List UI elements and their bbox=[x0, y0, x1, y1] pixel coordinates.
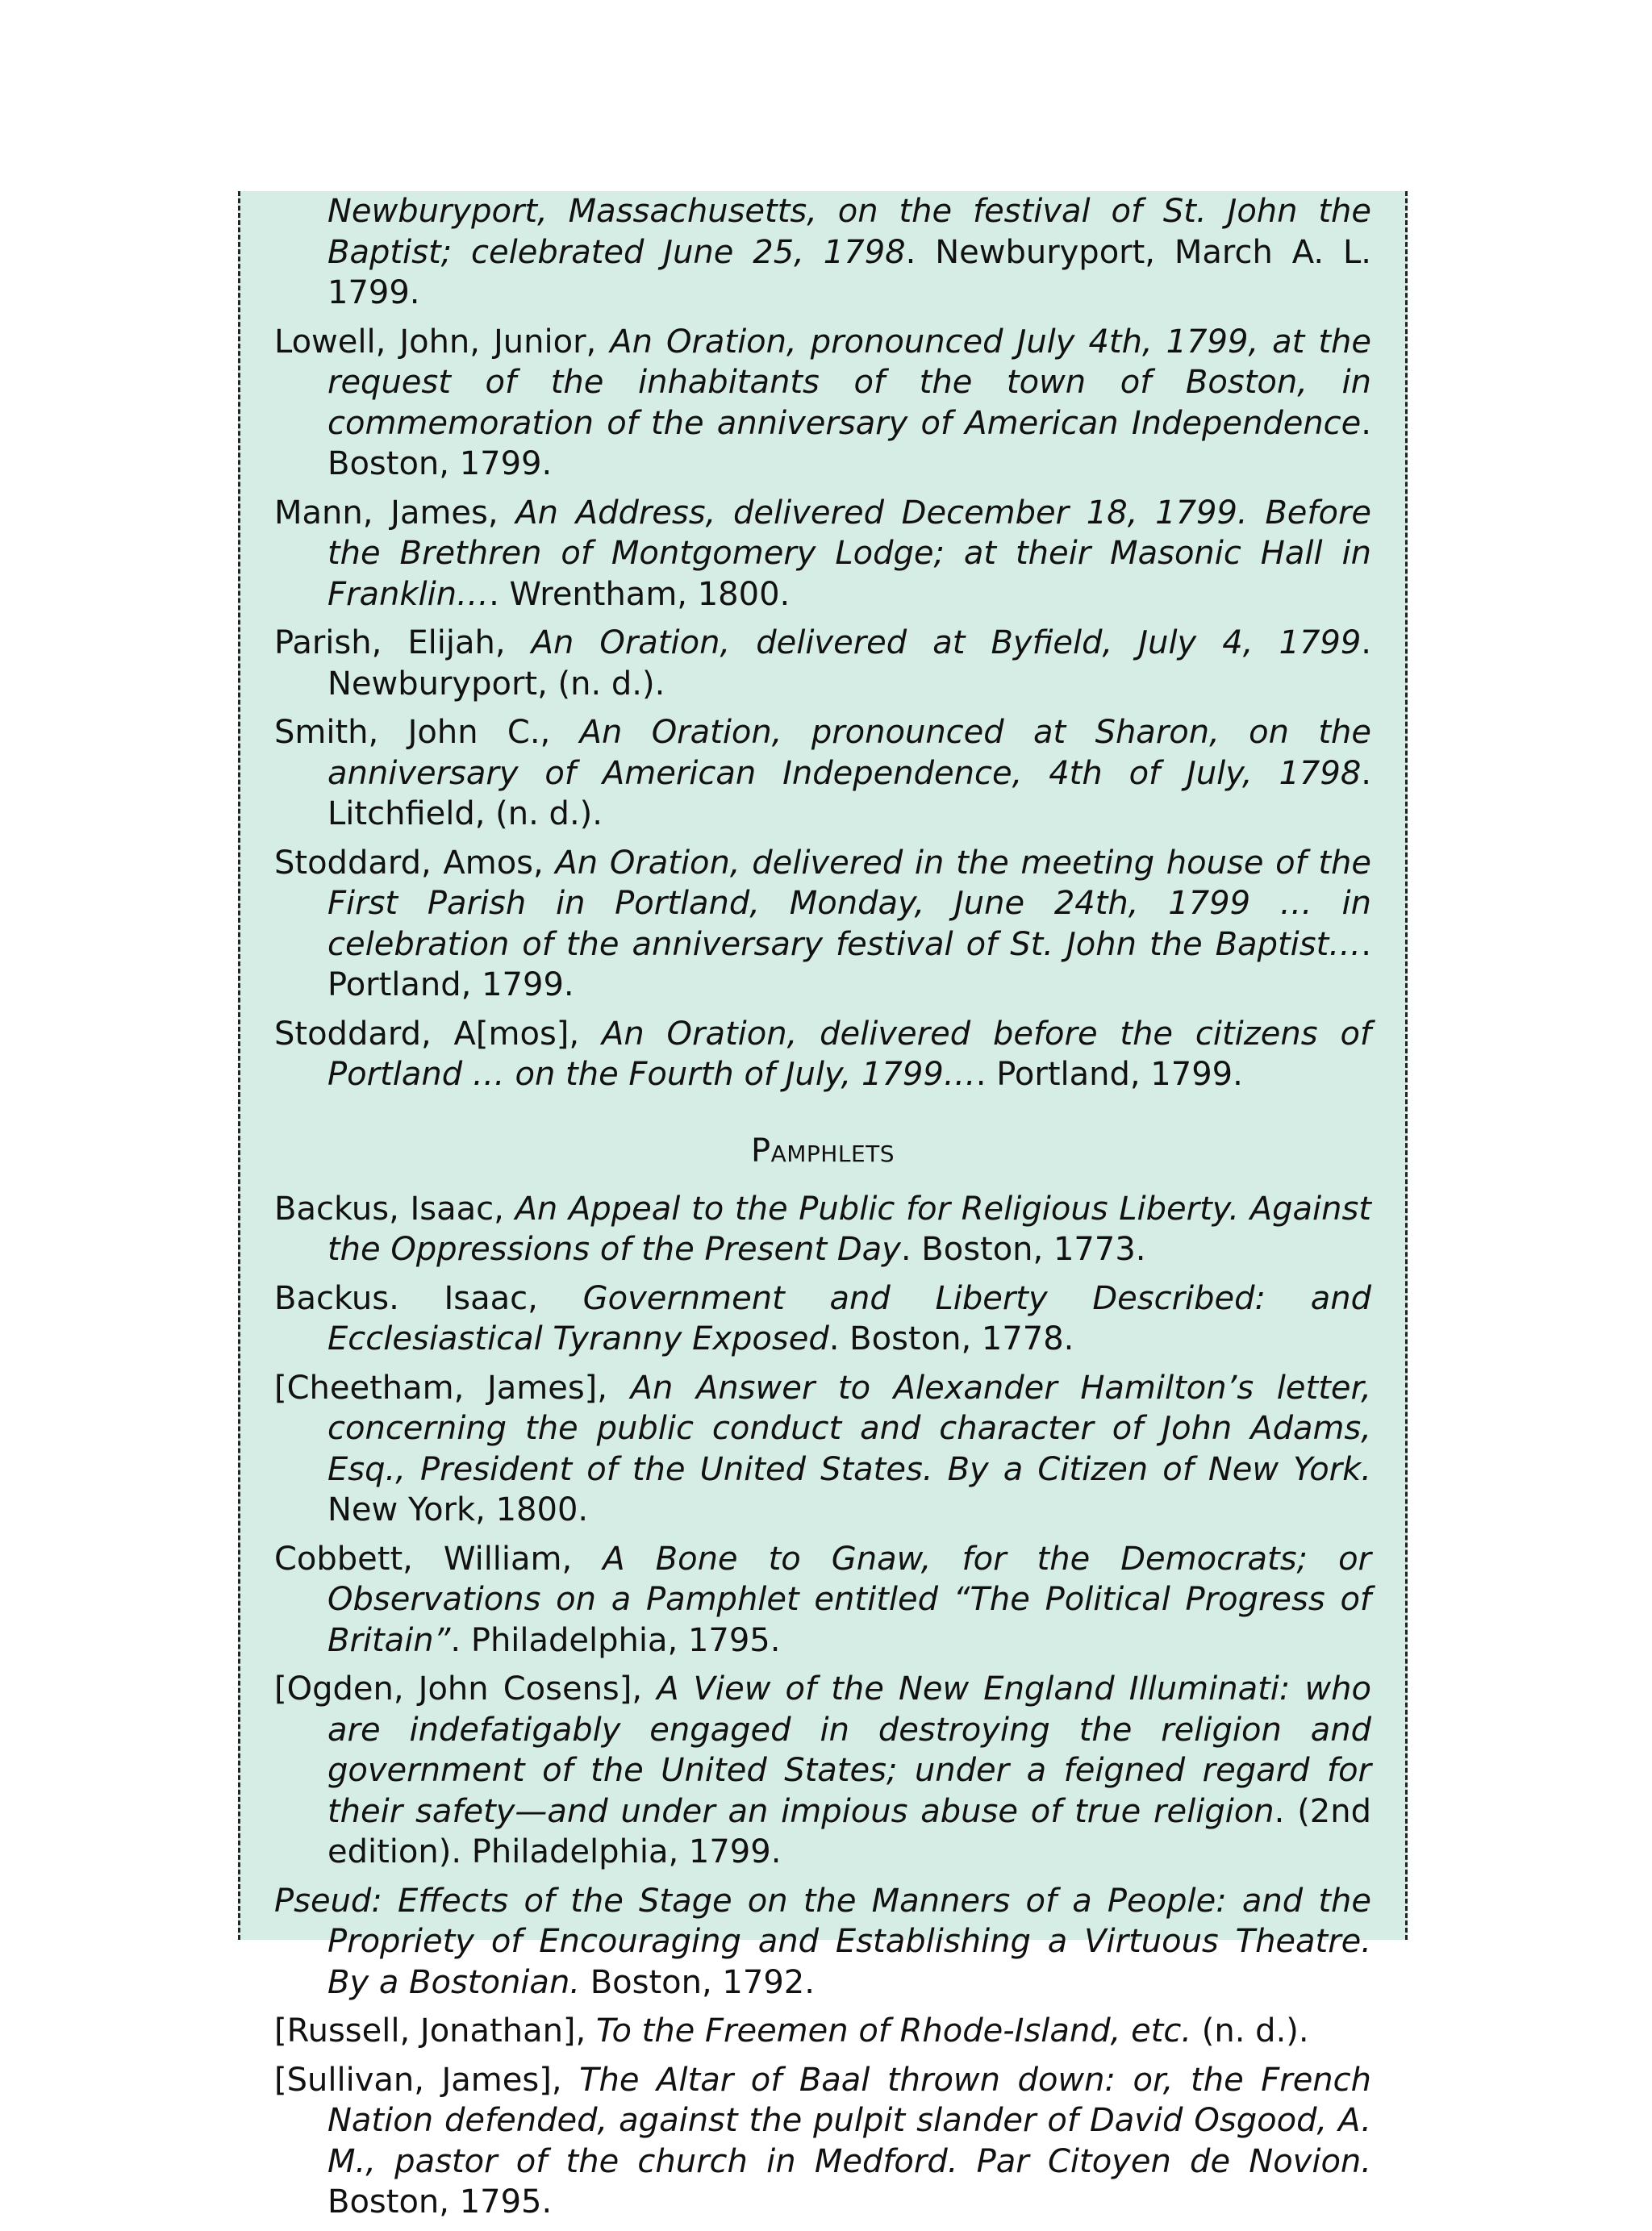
entry-title: An Oration, pronounced July 4th, 1799, at the request of the inhabitants of the town of Boston, in commemoration of the anniversary of American Independence bbox=[327, 323, 1371, 442]
entry-publication: Boston, 1795. bbox=[327, 2183, 553, 2221]
entry-publication: New York, 1800. bbox=[327, 1491, 589, 1528]
bib-entry bbox=[274, 1014, 1371, 1095]
entry-publication: . Litchfield, (n. d.). bbox=[327, 754, 1371, 832]
entry-title: An Oration, delivered at Byfield, July 4, 1799 bbox=[531, 624, 1362, 661]
entry-publication: (n. d.). bbox=[1191, 2012, 1309, 2050]
entry-author: Stoddard, A[mos], bbox=[274, 1015, 602, 1053]
bib-entry bbox=[274, 322, 1371, 485]
bib-entry bbox=[274, 1539, 1371, 1662]
bib-entry bbox=[274, 2011, 1371, 2052]
bib-entry bbox=[274, 843, 1371, 1006]
bib-entry bbox=[274, 191, 1371, 314]
bib-entry bbox=[274, 1368, 1371, 1531]
entry-author: Stoddard, Amos, bbox=[274, 844, 556, 882]
entry-publication: . Portland, 1799. bbox=[327, 925, 1371, 1003]
page-panel bbox=[238, 191, 1408, 2221]
entry-title: An Appeal to the Public for Religious Liberty. Against the Oppressions of the Present Day bbox=[327, 1190, 1371, 1268]
bib-entry bbox=[274, 623, 1371, 704]
entry-publication: . Boston, 1799. bbox=[327, 404, 1371, 482]
entry-publication: . Newburyport, (n. d.). bbox=[327, 624, 1372, 703]
entry-author: Mann, James, bbox=[274, 494, 516, 532]
entry-title: Newburyport, Massachusetts, on the festival of St. John the Baptist; celebrated June 25, 1798 bbox=[327, 193, 1371, 271]
entry-author: Cobbett, William, bbox=[274, 1540, 603, 1578]
entry-author: Backus, Isaac, bbox=[274, 1190, 515, 1228]
bib-entry bbox=[274, 712, 1371, 835]
entry-title: An Answer to Alexander Hamilton’s letter, concerning the public conduct and character of John Adams, Esq., President of the United States. By a Citizen of New York. bbox=[327, 1369, 1371, 1488]
section-heading: Pamphlets bbox=[750, 1132, 895, 1170]
entry-publication: . Boston, 1773. bbox=[900, 1231, 1146, 1268]
entry-publication: Boston, 1792. bbox=[580, 1963, 815, 2001]
entry-author: Smith, John C., bbox=[274, 714, 580, 751]
bib-entry bbox=[274, 1669, 1371, 1873]
entry-author: Backus. Isaac, bbox=[274, 1279, 583, 1317]
entry-author: Parish, Elijah, bbox=[274, 624, 532, 661]
entry-publication: . Newburyport, March A. L. 1799. bbox=[327, 233, 1371, 311]
bibliography-content bbox=[274, 191, 1371, 2231]
entry-title: An Oration, delivered before the citizens of Portland … on the Fourth of July, 1799… bbox=[327, 1015, 1371, 1093]
entry-author: [Russell, Jonathan], bbox=[274, 2012, 596, 2050]
entry-title: To the Freemen of Rhode-Island, etc. bbox=[595, 2012, 1192, 2050]
entry-publication: . Portland, 1799. bbox=[975, 1056, 1243, 1093]
entry-title: A Bone to Gnaw, for the Democrats; or Observations on a Pamphlet entitled “The Political Progress of Britain” bbox=[327, 1540, 1371, 1659]
entry-author: [Ogden, John Cosens], bbox=[274, 1670, 657, 1708]
bib-entry bbox=[274, 2060, 1371, 2223]
bib-entry bbox=[274, 493, 1371, 615]
entry-author: [Cheetham, James], bbox=[274, 1369, 631, 1407]
entry-title: An Oration, pronounced at Sharon, on the anniversary of American Independence, 4th of July, 1798 bbox=[327, 714, 1371, 792]
entry-title: Pseud: Effects of the Stage on the Manners of a People: and the Propriety of Encouraging and Establishing a Virtuous Theatre. By a Bostonian. bbox=[274, 1882, 1371, 2001]
entry-publication: . (2nd edition). Philadelphia, 1799. bbox=[327, 1792, 1371, 1870]
entry-publication: . Wrentham, 1800. bbox=[489, 575, 791, 613]
entry-author: Lowell, John, Junior, bbox=[274, 323, 611, 361]
entry-title: An Oration, delivered in the meeting house of the First Parish in Portland, Monday, June 24th, 1799 … in celebration of the anniversary festival of St. John the Baptist… bbox=[327, 844, 1371, 963]
entry-title: The Altar of Baal thrown down: or, the French Nation defended, against the pulpit slander of David Osgood, A. M., pastor of the church in Medford. Par Citoyen de Novion. bbox=[327, 2061, 1371, 2180]
bib-entry bbox=[274, 1189, 1371, 1270]
bib-entry bbox=[274, 1278, 1371, 1360]
entry-author: [Sullivan, James], bbox=[274, 2061, 580, 2099]
entry-title: An Address, delivered December 18, 1799. Before the Brethren of Montgomery Lodge; at their Masonic Hall in Franklin… bbox=[327, 494, 1371, 613]
bib-entry bbox=[274, 1881, 1371, 2004]
entry-title: Government and Liberty Described: and Ecclesiastical Tyranny Exposed bbox=[327, 1279, 1371, 1357]
entry-publication: . Boston, 1778. bbox=[828, 1320, 1074, 1357]
entry-publication: . Philadelphia, 1795. bbox=[450, 1621, 781, 1659]
entry-title: A View of the New England Illuminati: who are indefatigably engaged in destroying the religion and government of the United States; under a feigned regard for their safety—and under an impious abuse of true religion bbox=[327, 1670, 1372, 1830]
